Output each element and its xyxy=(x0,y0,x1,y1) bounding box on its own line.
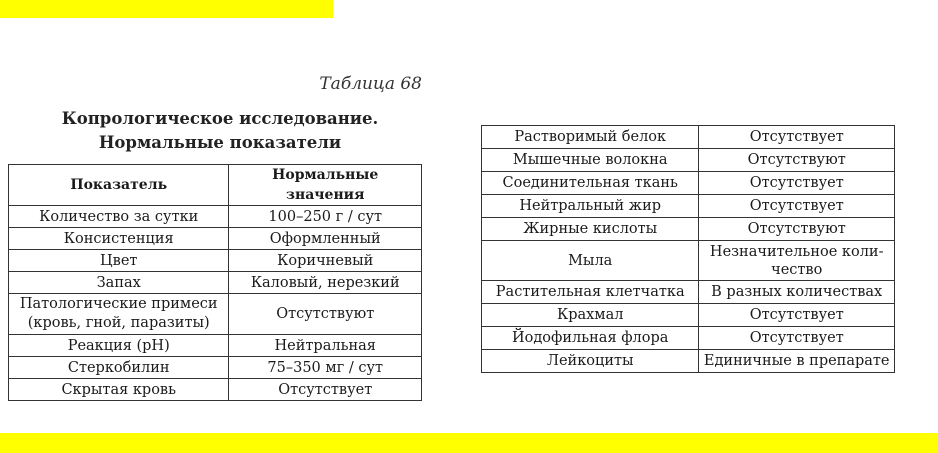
table-cell: Отсутствует xyxy=(699,172,895,195)
title-line-1: Копрологическое исследование. xyxy=(61,109,379,128)
table-cell: Отсутствуют xyxy=(699,218,895,241)
table-cell: Отсутствуют xyxy=(229,294,422,335)
table-cell: 75–350 мг / сут xyxy=(229,357,422,379)
table-cell: Запах xyxy=(9,272,229,294)
table-cell: Единичные в препарате xyxy=(699,350,895,373)
table-cell: Нейтральный жир xyxy=(482,195,699,218)
table-cell: Отсутствует xyxy=(699,327,895,350)
table-cell: Цвет xyxy=(9,250,229,272)
table-cell: Стеркобилин xyxy=(9,357,229,379)
table-row xyxy=(482,126,895,149)
table-row xyxy=(9,206,422,228)
table-row xyxy=(9,379,422,401)
table-row xyxy=(482,172,895,195)
right-table xyxy=(481,125,895,373)
table-cell: Коричневый xyxy=(229,250,422,272)
table-title xyxy=(20,107,420,155)
table-cell: Консистенция xyxy=(9,228,229,250)
table-cell: Растворимый белок xyxy=(482,126,699,149)
table-cell: Скрытая кровь xyxy=(9,379,229,401)
table-cell: Жирные кислоты xyxy=(482,218,699,241)
table-row xyxy=(9,335,422,357)
table-cell: Отсутствует xyxy=(699,304,895,327)
table-cell: Мыла xyxy=(482,241,699,281)
table-header-row xyxy=(9,165,422,206)
column-header: Показатель xyxy=(9,165,229,206)
table-cell: Отсутствует xyxy=(699,195,895,218)
table-cell: Йодофильная флора xyxy=(482,327,699,350)
table-cell: Количество за сутки xyxy=(9,206,229,228)
table-cell: Лейкоциты xyxy=(482,350,699,373)
table-row xyxy=(482,149,895,172)
table-cell: Мышечные волокна xyxy=(482,149,699,172)
table-cell: Отсутствует xyxy=(699,126,895,149)
table-cell: Патологические примеси (кровь, гной, паразиты) xyxy=(9,294,229,335)
left-table xyxy=(8,164,422,401)
table-row xyxy=(482,195,895,218)
table-row xyxy=(9,250,422,272)
top-highlight-bar xyxy=(0,0,333,18)
table-row xyxy=(9,294,422,335)
table-row xyxy=(482,304,895,327)
title-line-2: Нормальные показатели xyxy=(98,133,342,152)
table-row xyxy=(482,218,895,241)
table-cell: Соединительная ткань xyxy=(482,172,699,195)
table-cell: Отсутствует xyxy=(229,379,422,401)
table-cell: Реакция (pH) xyxy=(9,335,229,357)
table-cell: Отсутствуют xyxy=(699,149,895,172)
table-cell: В разных количествах xyxy=(699,281,895,304)
table-row xyxy=(482,241,895,281)
table-row xyxy=(482,327,895,350)
table-cell: 100–250 г / сут xyxy=(229,206,422,228)
table-cell: Каловый, нерезкий xyxy=(229,272,422,294)
table-cell: Растительная клетчатка xyxy=(482,281,699,304)
table-cell: Нейтральная xyxy=(229,335,422,357)
column-header: Нормальные значения xyxy=(229,165,422,206)
table-cell: Оформленный xyxy=(229,228,422,250)
bottom-highlight-bar xyxy=(0,433,938,453)
table-row xyxy=(482,281,895,304)
table-number: Таблица 68 xyxy=(319,74,422,94)
table-row xyxy=(9,228,422,250)
table-cell: Крахмал xyxy=(482,304,699,327)
table-cell: Незначительное коли-чество xyxy=(699,241,895,281)
table-row xyxy=(482,350,895,373)
table-row xyxy=(9,272,422,294)
table-row xyxy=(9,357,422,379)
